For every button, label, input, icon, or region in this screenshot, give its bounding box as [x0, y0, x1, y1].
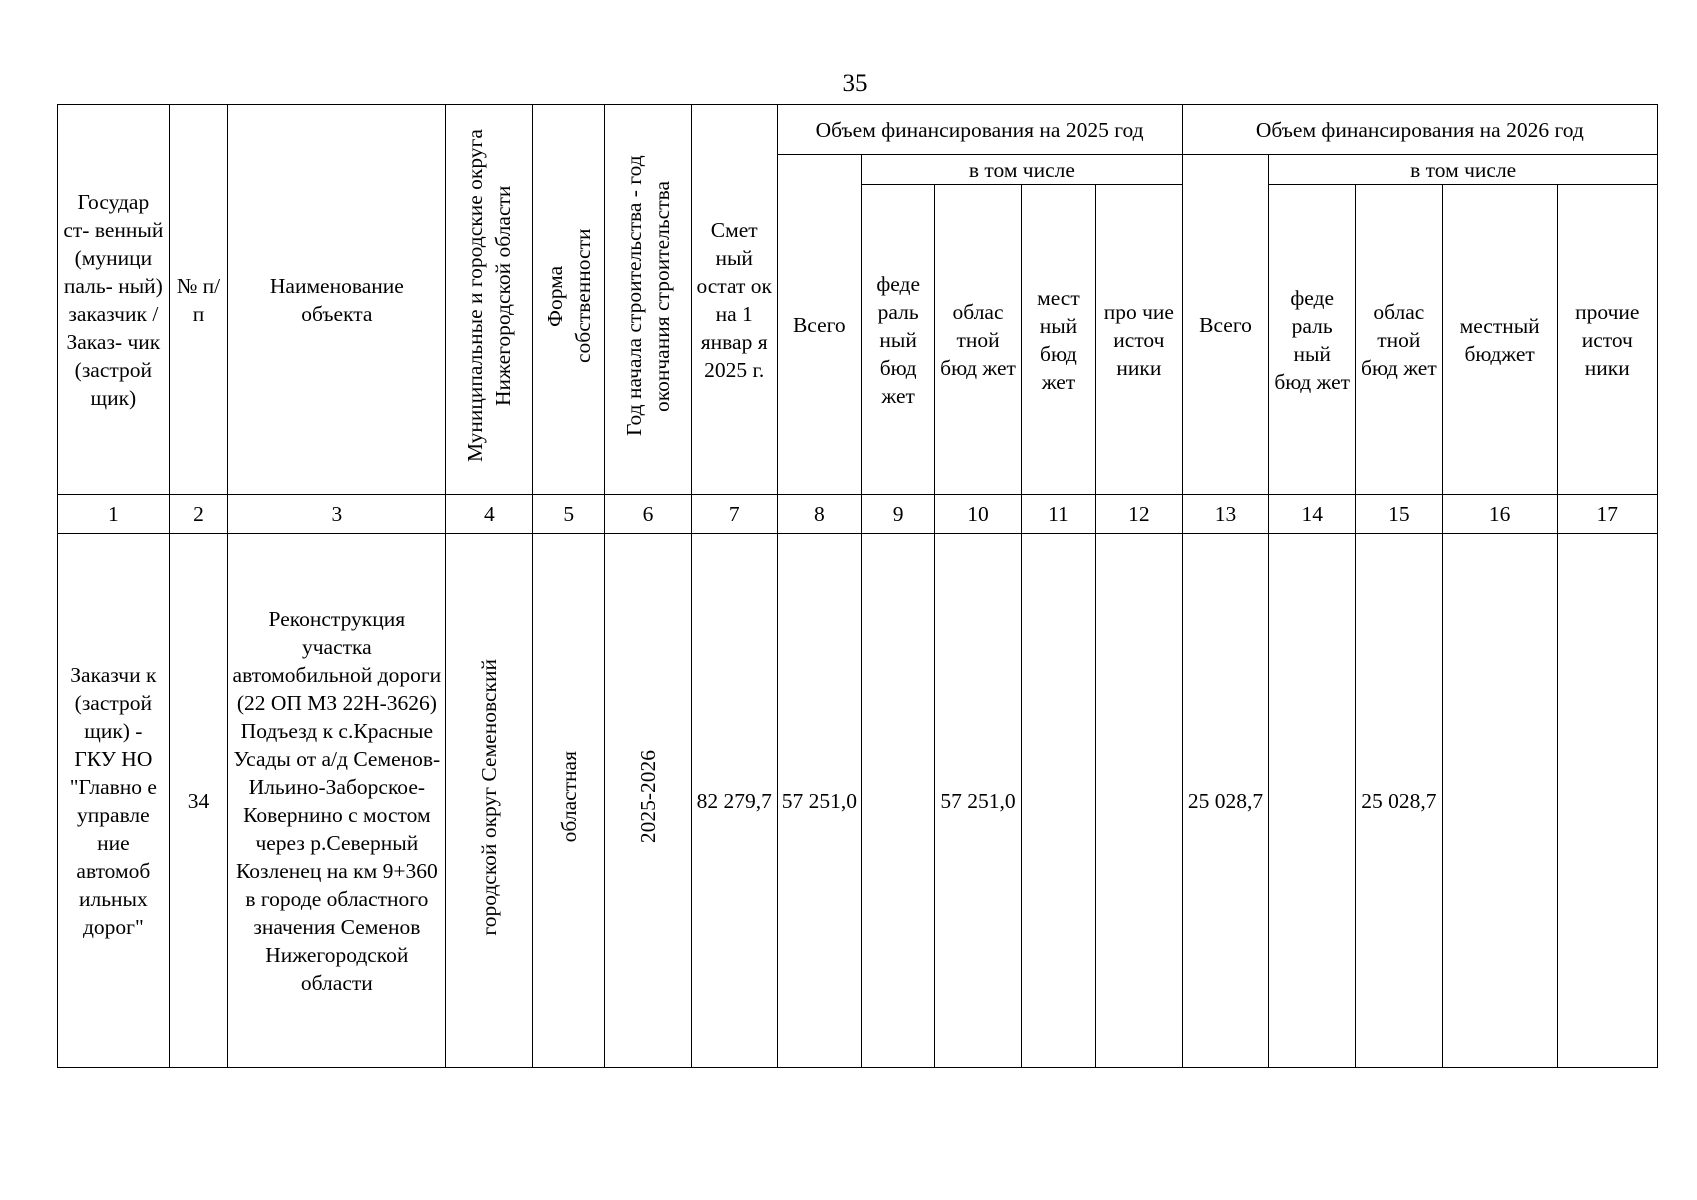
row-federal-2026 — [1269, 534, 1356, 1068]
header-estimate: Смет ный остат ок на 1 январ я 2025 г. — [691, 105, 777, 495]
header-regional-2026: облас тной бюд жет — [1356, 185, 1443, 495]
row-local-2026 — [1442, 534, 1557, 1068]
table-row — [58, 534, 1658, 1068]
row-years — [605, 534, 692, 1068]
col-number: 4 — [446, 495, 533, 534]
header-fin-2026: Объем финансирования на 2026 год — [1182, 105, 1657, 155]
header-years-text: Год начала строительства - год окончания строительства — [622, 155, 675, 437]
col-number: 3 — [228, 495, 446, 534]
header-other-2025: про чие источ ники — [1096, 185, 1183, 495]
col-number: 10 — [935, 495, 1022, 534]
header-federal-2026: феде раль ный бюд жет — [1269, 185, 1356, 495]
row-federal-2025 — [862, 534, 935, 1068]
row-estimate: 82 279,7 — [691, 534, 777, 1068]
row-municipality — [446, 534, 533, 1068]
col-number: 17 — [1557, 495, 1657, 534]
header-num: № п/п — [169, 105, 227, 495]
col-number: 8 — [777, 495, 862, 534]
col-number: 15 — [1356, 495, 1443, 534]
col-number: 14 — [1269, 495, 1356, 534]
row-local-2025 — [1021, 534, 1095, 1068]
row-years-text: 2025-2026 — [636, 750, 661, 844]
row-ownership-text: областная — [556, 751, 581, 843]
header-regional-2025: облас тной бюд жет — [935, 185, 1022, 495]
page-number: 35 — [842, 70, 868, 97]
col-number: 5 — [533, 495, 605, 534]
header-ownership-text: Форма собственности — [542, 228, 595, 364]
header-local-2025: мест ный бюд жет — [1021, 185, 1095, 495]
row-object-name: Реконструкция участка автомобильной дороги (22 ОП МЗ 22Н-3626) Подъезд к с.Красные Усады от а/д Семенов-Ильино-Заборское-Ковернино с мостом через р.Северный Козленец на км 9+360 в городе областного значения Семенов Нижегородской области — [228, 534, 446, 1068]
row-num: 34 — [169, 534, 227, 1068]
col-number: 7 — [691, 495, 777, 534]
header-customer: Государ ст- венный (муници паль- ный) заказчик / Заказ- чик (застрой щик) — [58, 105, 170, 495]
col-number: 1 — [58, 495, 170, 534]
header-row-1 — [58, 105, 1658, 155]
header-fin-2025: Объем финансирования на 2025 год — [777, 105, 1182, 155]
header-federal-2025: феде раль ный бюд жет — [862, 185, 935, 495]
row-municipality-text: городской округ Семеновский — [477, 658, 502, 936]
header-total-2025: Всего — [777, 155, 862, 495]
col-number: 13 — [1182, 495, 1269, 534]
col-number: 12 — [1096, 495, 1183, 534]
row-regional-2026: 25 028,7 — [1356, 534, 1443, 1068]
row-other-2026 — [1557, 534, 1657, 1068]
header-including-2026: в том числе — [1269, 155, 1658, 185]
row-customer: Заказчи к (застрой щик) - ГКУ НО "Главно е управле ние автомоб ильных дорог" — [58, 534, 170, 1068]
header-municipality-text: Муниципальные и городские округа Нижегородской области — [463, 129, 516, 463]
row-regional-2025: 57 251,0 — [935, 534, 1022, 1068]
header-other-2026: прочие источ ники — [1557, 185, 1657, 495]
column-number-row — [58, 495, 1658, 534]
header-local-2026: местный бюджет — [1442, 185, 1557, 495]
header-years — [605, 105, 692, 495]
col-number: 6 — [605, 495, 692, 534]
row-other-2025 — [1096, 534, 1183, 1068]
row-total-2025: 57 251,0 — [777, 534, 862, 1068]
col-number: 2 — [169, 495, 227, 534]
col-number: 16 — [1442, 495, 1557, 534]
header-municipality — [446, 105, 533, 495]
header-total-2026: Всего — [1182, 155, 1269, 495]
col-number: 9 — [862, 495, 935, 534]
financing-table — [57, 104, 1658, 1068]
header-including-2025: в том числе — [862, 155, 1183, 185]
col-number: 11 — [1021, 495, 1095, 534]
row-total-2026: 25 028,7 — [1182, 534, 1269, 1068]
row-ownership — [533, 534, 605, 1068]
header-ownership — [533, 105, 605, 495]
header-object-name: Наименование объекта — [228, 105, 446, 495]
